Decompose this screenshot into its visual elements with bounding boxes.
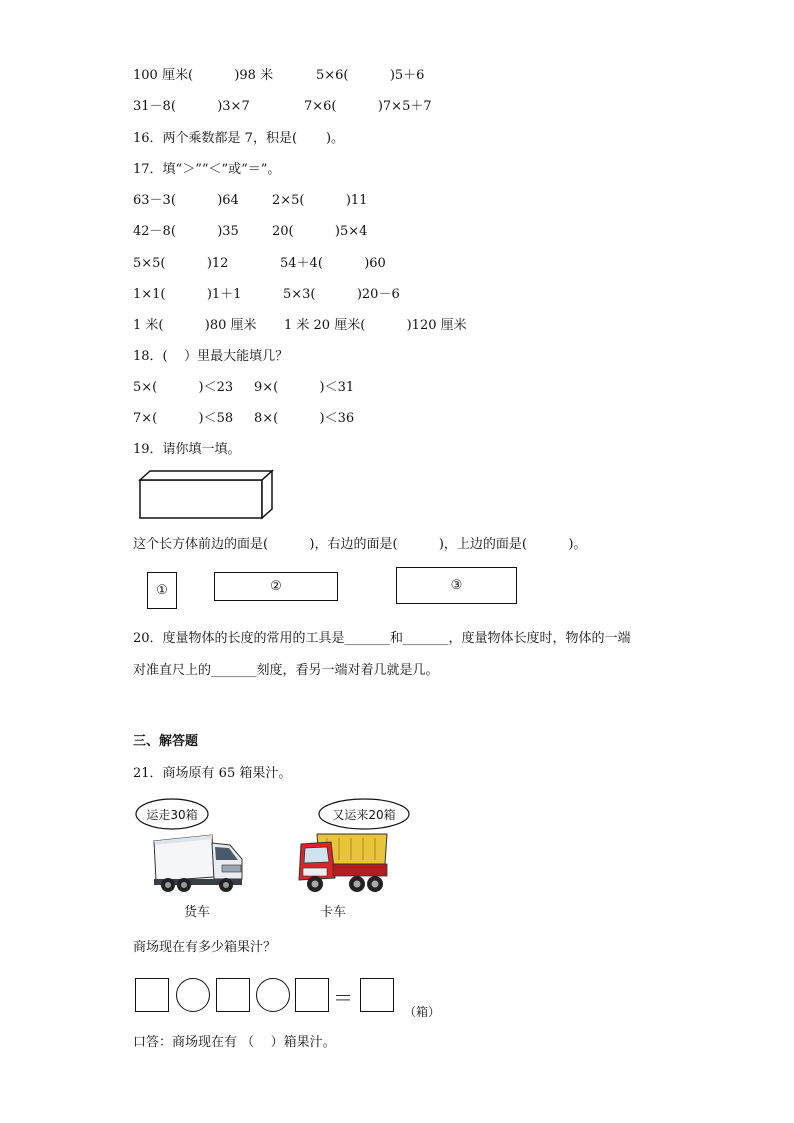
compare-6b: 5×3( )20－6 [283, 287, 400, 302]
equation-box-3[interactable] [295, 978, 329, 1012]
fill-9b: 8×( )＜36 [254, 411, 355, 426]
compare-2b: 7×6( )7×5＋7 [304, 99, 432, 114]
question-16: 16．两个乘数都是 7，积是( )。 [133, 131, 345, 146]
question-17: 17．填“＞”“＜”或“＝”。 [133, 162, 281, 177]
question-18: 18．( ）里最大能填几？ [133, 349, 289, 364]
face-2-label: ② [270, 579, 282, 594]
compare-1b: 5×6( )5＋6 [316, 68, 425, 83]
question-20-line1: 20．度量物体的长度的常用的工具是_______和_______，度量物体长度时，物体的一端 [133, 631, 631, 646]
face-1-label: ① [156, 583, 168, 598]
compare-3b: 2×5( )11 [272, 193, 368, 208]
equation-circle-1[interactable] [176, 978, 210, 1012]
question-21-ask: 商场现在有多少箱果汁？ [133, 940, 277, 955]
question-21: 21．商场原有 65 箱果汁。 [133, 766, 292, 781]
unit-label: （箱） [404, 1005, 441, 1019]
answer-line: 口答：商场现在有 （ ）箱果汁。 [133, 1035, 336, 1050]
question-19-text: 这个长方体前边的面是( )，右边的面是( )，上边的面是( )。 [133, 537, 587, 552]
fill-9a: 7×( )＜58 [133, 411, 234, 426]
equation-box-result[interactable] [360, 978, 394, 1012]
equation-circle-2[interactable] [256, 978, 290, 1012]
van-truck-icon [150, 833, 245, 895]
cuboid-figure [140, 470, 275, 520]
equals-sign: ＝ [333, 986, 353, 1010]
compare-5a: 5×5( )12 [133, 256, 229, 271]
dump-truck-caption: 卡车 [320, 905, 347, 920]
van-caption: 货车 [184, 905, 211, 920]
equation-box-1[interactable] [135, 978, 169, 1012]
compare-4a: 42－8( )35 [133, 224, 239, 239]
face-3-label: ③ [450, 578, 463, 593]
face-3-box [396, 567, 517, 604]
question-20-line2: 对准直尺上的_______刻度，看另一端对着几就是几。 [133, 663, 439, 678]
fill-8a: 5×( )＜23 [133, 380, 234, 395]
compare-1a: 100 厘米( )98 米 [133, 68, 274, 83]
dump-truck-icon [297, 830, 389, 896]
compare-7a: 1 米( )80 厘米 [133, 318, 257, 333]
face-1-box [147, 572, 177, 609]
compare-4b: 20( )5×4 [272, 224, 368, 239]
face-2-box [214, 572, 338, 601]
bubble-1-text: 运走30箱 [146, 808, 198, 822]
equation-box-2[interactable] [216, 978, 250, 1012]
question-19: 19．请你填一填。 [133, 442, 241, 457]
section-3-heading: 三、解答题 [133, 734, 199, 749]
compare-7b: 1 米 20 厘米( )120 厘米 [284, 318, 467, 333]
compare-2a: 31－8( )3×7 [133, 99, 250, 114]
fill-8b: 9×( )＜31 [254, 380, 355, 395]
compare-5b: 54＋4( )60 [280, 256, 386, 271]
compare-6a: 1×1( )1＋1 [133, 287, 242, 302]
bubble-2-text: 又运来20箱 [332, 808, 396, 822]
compare-3a: 63－3( )64 [133, 193, 239, 208]
